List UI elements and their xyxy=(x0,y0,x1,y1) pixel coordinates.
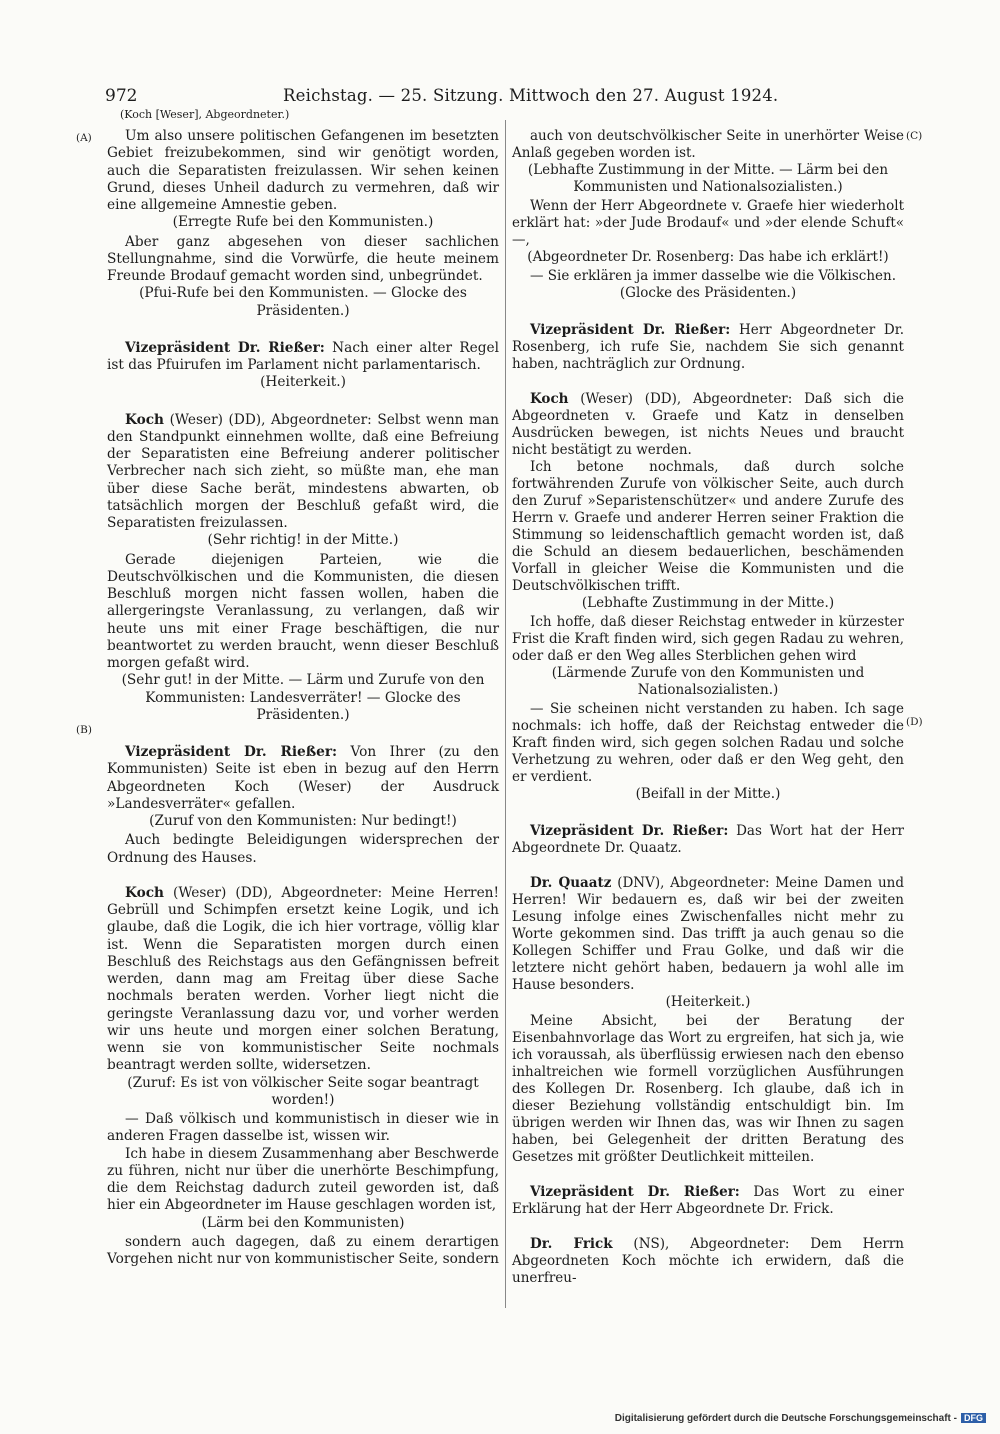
interjection: (Zuruf: Es ist von völkischer Seite sogar beantragt worden!) xyxy=(127,1074,479,1108)
speaker-paragraph xyxy=(512,391,904,459)
margin-marker-b: (B) xyxy=(76,724,92,736)
spacer xyxy=(107,322,499,340)
speaker-name: Vizepräsident Dr. Rießer: xyxy=(530,322,731,338)
interjection: (Heiterkeit.) xyxy=(260,374,346,391)
left-column xyxy=(107,128,499,1268)
speaker-name: Vizepräsident Dr. Rießer: xyxy=(125,744,338,760)
spacer xyxy=(512,857,904,875)
interjection: (Abgeordneter Dr. Rosenberg: Das habe ich erklärt!) xyxy=(527,249,889,265)
speech-text: (DNV), Abgeordneter: Meine Damen und Herren! Wir bedauern es, daß wir bei der zweiten Lesung infolge eines Zwischenfalles nicht mehr zu Worte gekommen sind. Das trifft ja auch genau so die Kollegen Schiffer und Frau Golke, und daß wir die letztere nicht gehört haben, bedauern ja wohl alle im Hause besonders. xyxy=(512,875,905,993)
speech-paragraph: — Sie scheinen nicht verstanden zu haben. Ich sage nochmals: ich hoffe, daß der Reichstag entweder die Kraft finden wird, sich gegen solchen Radau und solche Verhetzung zu wehren, oder daß er den Weg geht, den er verdient. xyxy=(512,701,904,785)
speaker-name: Dr. Frick xyxy=(530,1236,613,1252)
speaker-name: Koch xyxy=(125,411,165,428)
speech-text: (Weser) (DD), Abgeordneter: Meine Herren! Gebrüll und Schimpfen ersetzt keine Logik, und ich glaube, daß die Logik, die ich hier vortrage, völlig klar ist. Wenn die Separatisten morgen durch einen Beschluß des Reichstags aus den Gefängnissen befreit werden, dann mag am Freitag über diese Sache nochmals beraten werden. Vorher liegt nicht die geringste Veranlassung dazu vor, und vorher werden wir uns heute und morgen einer solchen Beratung, wenn sie von kommunistischer Seite nochmals beantragt werden sollte, widersetzen. xyxy=(107,884,499,1074)
spacer xyxy=(512,805,904,823)
speaker-name: Vizepräsident Dr. Rießer: xyxy=(125,339,325,356)
digitization-footer xyxy=(615,1413,986,1424)
dfg-logo: DFG xyxy=(961,1413,986,1423)
spacer xyxy=(107,726,499,744)
spacer xyxy=(512,1166,904,1184)
speaker-paragraph xyxy=(512,1236,904,1287)
speech-text: (Weser) (DD), Abgeordneter: Daß sich die Abgeordneten v. Graefe und Katz in denselben Ausdrücken bewegen, ist nichts Neues und braucht nicht bestätigt zu werden. xyxy=(512,391,904,458)
speech-text: (Weser) (DD), Abgeordneter: Selbst wenn man den Standpunkt einnehmen wollte, daß eine Befreiung der Separatisten eine Befreiung anderer politischer Verbrecher nach sich zieht, so müßte man, ehe man über diese Sache berät, mindestens abwarten, ob tatsächlich morgen der Beschluß gefaßt wird, die Separatisten freizulassen. xyxy=(107,411,499,531)
interjection: (Lebhafte Zustimmung in der Mitte. — Lärm bei den Kommunisten und Nationalsozialisten.) xyxy=(527,162,889,195)
speech-text: Herr Abgeordneter Dr. Rosenberg, ich rufe Sie, nachdem Sie sich genannt haben, nachträglich zur Ordnung. xyxy=(512,322,904,372)
speech-paragraph: — Sie erklären ja immer dasselbe wie die Völkischen. xyxy=(530,268,897,284)
speaker-name: Koch xyxy=(125,884,165,901)
speech-paragraph: — Daß völkisch und kommunistisch in dieser wie in anderen Fragen dasselbe ist, wissen wir. xyxy=(107,1111,499,1145)
spacer xyxy=(512,373,904,391)
interjection: (Pfui-Rufe bei den Kommunisten. — Glocke des Präsidenten.) xyxy=(139,285,467,319)
speech-text: Das Wort hat der Herr Abgeordnete Dr. Quaatz. xyxy=(512,823,904,856)
speech-paragraph: Aber ganz abgesehen von dieser sachlichen Stellungnahme, sind die Vorwürfe, die heute meinem Freunde Brodauf gemacht worden sind, unbegründet. xyxy=(107,233,499,284)
column-divider xyxy=(505,120,506,1308)
speech-paragraph: Meine Absicht, bei der Beratung der Eisenbahnvorlage das Wort zu ergreifen, hat sich ja, wie ich voraussah, als überflüssig erwiesen nach den ebenso inhaltreichen wie formell vorzüglichen Ausführungen des Kollegen Dr. Rosenberg. Ich glaube, daß ich in dieser Beziehung vollständig entschuldigt bin. Im übrigen werden wir Ihnen das, was wir Ihnen zu sagen haben, bei Gelegenheit der dritten Beratung des Gesetzes mit größter Deutlichkeit mitteilen. xyxy=(512,1013,904,1165)
speech-paragraph: sondern auch dagegen, daß zu einem derartigen Vorgehen nicht nur von kommunistischer Seite, sondern xyxy=(107,1233,499,1267)
interjection: (Lärmende Zurufe von den Kommunisten und Nationalsozialisten.) xyxy=(551,665,865,698)
margin-marker-d: (D) xyxy=(906,716,923,728)
footer-text: Digitalisierung gefördert durch die Deutsche Forschungsgemeinschaft - xyxy=(614,1413,957,1424)
spacer xyxy=(107,867,499,885)
speaker-paragraph xyxy=(512,1184,904,1218)
speech-paragraph: auch von deutschvölkischer Seite in unerhörter Weise Anlaß gegeben worden ist. xyxy=(512,128,904,161)
spacer xyxy=(512,304,904,322)
speaker-name: Vizepräsident Dr. Rießer: xyxy=(530,1184,740,1200)
interjection: (Zuruf von den Kommunisten: Nur bedingt!) xyxy=(149,813,457,829)
speech-text: Nach einer alter Regel ist das Pfuirufen im Parlament nicht parlamentarisch. xyxy=(107,339,499,373)
interjection: (Sehr richtig! in der Mitte.) xyxy=(207,532,399,549)
speaker-name: Koch xyxy=(530,391,569,407)
header-title: Reichstag. — 25. Sitzung. Mittwoch den 27. August 1924. xyxy=(283,86,779,105)
speaker-paragraph xyxy=(512,875,904,994)
running-head: (Koch [Weser], Abgeordneter.) xyxy=(120,108,290,121)
margin-marker-a: (A) xyxy=(76,132,92,144)
speaker-paragraph xyxy=(107,412,499,533)
page-header xyxy=(105,86,779,110)
speaker-paragraph xyxy=(512,322,904,373)
margin-marker-c: (C) xyxy=(906,130,923,142)
speaker-paragraph xyxy=(107,885,499,1075)
speaker-name: Vizepräsident Dr. Rießer: xyxy=(530,823,729,839)
spacer xyxy=(512,1218,904,1236)
speaker-paragraph xyxy=(512,823,904,857)
speech-text: (NS), Abgeordneter: Dem Herrn Abgeordneten Koch möchte ich erwidern, daß die unerfreu- xyxy=(512,1236,904,1286)
interjection: (Lebhafte Zustimmung in der Mitte.) xyxy=(581,595,835,611)
speech-paragraph: Um also unsere politischen Gefangenen im besetzten Gebiet freizubekommen, sind wir genötigt worden, auch die Separatisten freizulassen. Wir sehen keinen Grund, dieses Unheil dadurch zu vermehren, daß wir eine allgemeine Amnestie geben. xyxy=(107,128,499,213)
interjection: (Erregte Rufe bei den Kommunisten.) xyxy=(172,214,434,231)
speech-text: Das Wort zu einer Erklärung hat der Herr Abgeordnete Dr. Frick. xyxy=(512,1184,904,1217)
speech-paragraph: Wenn der Herr Abgeordnete v. Graefe hier wiederholt erklärt hat: »der Jude Brodauf« und »der elende Schuft« —, xyxy=(512,198,904,248)
speaker-paragraph xyxy=(107,340,499,375)
page-number: 972 xyxy=(105,86,138,106)
speaker-name: Dr. Quaatz xyxy=(530,875,612,891)
speech-text: Von Ihrer (zu den Kommunisten) Seite ist eben in bezug auf den Herrn Abgeordneten Koch (Weser) der Ausdruck »Landesverräter« gefallen. xyxy=(107,744,499,812)
speaker-paragraph xyxy=(107,744,499,813)
speech-paragraph: Gerade diejenigen Parteien, wie die Deutschvölkischen und die Kommunisten, die diesen Beschluß morgen nicht fassen wollen, haben die allergeringste Veranlassung, zu verlangen, daß wir heute uns mit einer Frage beschäftigen, die nur beantwortet zu werden braucht, wenn dieser Beschluß morgen gefaßt wird. xyxy=(107,551,499,671)
speech-paragraph: Auch bedingte Beleidigungen widersprechen der Ordnung des Hauses. xyxy=(107,832,499,866)
right-column xyxy=(512,128,904,1287)
interjection: (Beifall in der Mitte.) xyxy=(635,786,781,802)
spacer xyxy=(107,394,499,412)
speech-paragraph: Ich hoffe, daß dieser Reichstag entweder in kürzester Frist die Kraft finden wird, sich gegen Radau zu wehren, oder daß er den Weg alles Sterblichen gehen wird xyxy=(512,614,904,664)
interjection: (Lärm bei den Kommunisten) xyxy=(201,1214,405,1231)
speech-paragraph: Ich betone nochmals, daß durch solche fortwährenden Zurufe von völkischer Seite, auch durch den Zuruf »Separistenschützer« und andere Zurufe des Herrn v. Graefe und anderer Herren seiner Fraktion die Stimmung so leidenschaftlich gemacht worden ist, daß die Schuld an diesem bedauerlichen, beschämenden Vorfall in gleicher Weise die Kommunisten und die Deutschvölkischen trifft. xyxy=(512,459,904,594)
interjection: (Glocke des Präsidenten.) xyxy=(619,285,797,301)
interjection: (Sehr gut! in der Mitte. — Lärm und Zurufe von den Kommunisten: Landesverräter! — Glocke des Präsidenten.) xyxy=(121,672,485,723)
speech-paragraph: Ich habe in diesem Zusammenhang aber Beschwerde zu führen, nicht nur über die unerhörte Beschimpfung, die dem Reichstag dadurch zuteil geworden ist, daß hier ein Abgeordneter im Hause geschlagen worden ist, xyxy=(107,1145,499,1214)
interjection: (Heiterkeit.) xyxy=(665,994,751,1010)
